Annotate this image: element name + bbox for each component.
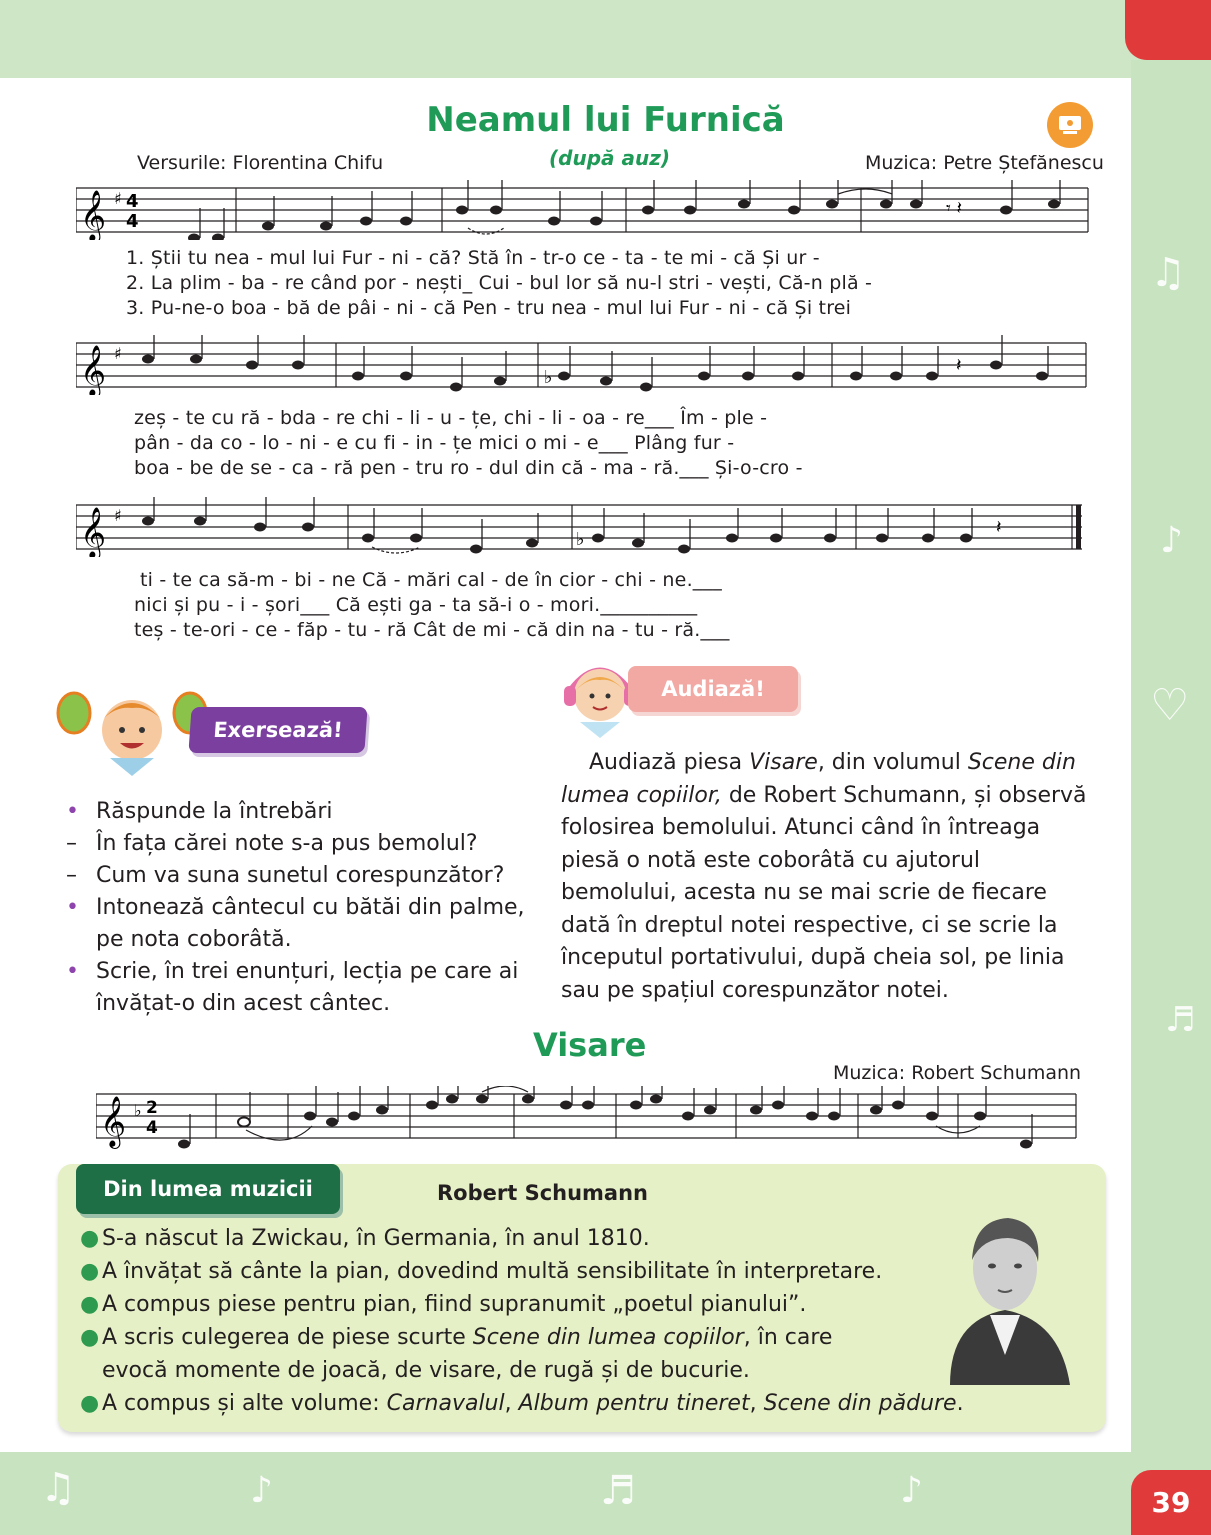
svg-text:𝄽: 𝄽 (956, 355, 962, 376)
music-staff-1 (76, 180, 1092, 240)
music-note-icon: ♪ (900, 1470, 923, 1511)
list-item: ● A scris culegerea de piese scurte Scene din lumea copiilor, în care (80, 1325, 833, 1350)
svg-text:𝄾 𝄽: 𝄾 𝄽 (946, 198, 963, 219)
lyrics-line: 1. Știi tu nea - mul lui Fur - ni - că? Stă în - tr-o ce - ta - te mi - că Și ur - (126, 247, 820, 269)
visare-credit: Muzica: Robert Schumann (833, 1062, 1082, 1084)
song-subtitle: (după auz) (549, 146, 670, 170)
svg-text:4: 4 (126, 211, 139, 232)
music-note-icon: ♪ (250, 1470, 273, 1511)
svg-text:♭: ♭ (134, 1101, 142, 1120)
lyrics-line: 2. La plim - ba - re când por - nești_ Cui - bul lor să nu-l stri - vești, Că-n plă - (126, 272, 873, 294)
list-item: ● A compus piese pentru pian, fiind supranumit „poetul pianului”. (80, 1292, 807, 1317)
song-title: Neamul lui Furnică (426, 100, 785, 140)
list-item: ● A învățat să cânte la pian, dovedind multă sensibilitate în interpretare. (80, 1259, 883, 1284)
child-maracas-illustration (52, 688, 212, 778)
svg-text:𝄞: 𝄞 (80, 507, 107, 557)
schumann-facts-list (80, 1222, 980, 1420)
svg-text:𝄞: 𝄞 (80, 190, 107, 240)
audio-cd-icon[interactable] (1047, 102, 1093, 148)
music-credit: Muzica: Petre Ștefănescu (865, 152, 1104, 174)
svg-text:𝄽: 𝄽 (996, 517, 1002, 538)
list-item: evocă momente de joacă, de visare, de rugă și de bucurie. (102, 1358, 750, 1383)
list-item: pe nota coborâtă. (96, 927, 292, 952)
list-item: • Răspunde la întrebări (66, 799, 333, 824)
lyrics-line: boa - be de se - ca - ră pen - tru ro - dul din că - ma - ră.___ Și-o-cro - (134, 457, 803, 479)
visare-staff (96, 1086, 1080, 1156)
list-item: • Intonează cântecul cu bătăi din palme, (66, 895, 525, 920)
svg-text:𝄞: 𝄞 (100, 1096, 127, 1147)
list-item: – În fața cărei note s-a pus bemolul? (66, 831, 478, 856)
svg-text:4: 4 (126, 191, 139, 212)
audiaza-paragraph: Audiază piesa Visare, din volumul Scene din lumea copiilor, de Robert Schumann, și observă folosirea bemolului. Atunci când în întreaga piesă o notă este coborâtă cu ajutorul bemolului, acesta nu se mai scrie de fiecare dată în dreptul notei respective, ci se scrie la începutul portativului, după cheia sol, pe linia sau pe spațiul corespunzător notei. (561, 750, 1087, 1003)
audiaza-badge: Audiază! (628, 666, 798, 712)
svg-text:2: 2 (146, 1098, 158, 1118)
svg-text:𝄞: 𝄞 (80, 345, 107, 395)
music-note-icon: ♬ (1165, 1000, 1196, 1040)
schumann-portrait (930, 1190, 1080, 1385)
music-staff-3 (76, 497, 1092, 557)
list-item: • Scrie, în trei enunțuri, lecția pe care ai (66, 959, 519, 984)
panel-heading: Robert Schumann (437, 1181, 649, 1205)
exerseaza-badge: Exersează! (188, 707, 367, 753)
lyrics-line: ti - te ca să-m - bi - ne Că - mări cal - de în cior - chi - ne.___ (140, 569, 722, 591)
corner-tab (1125, 0, 1211, 60)
music-note-icon: ♫ (40, 1465, 76, 1511)
svg-text:♯: ♯ (114, 506, 122, 525)
music-note-icon: ♪ (1160, 520, 1183, 561)
lyrics-credit: Versurile: Florentina Chifu (137, 152, 384, 174)
music-staff-2 (76, 335, 1092, 395)
lyrics-line: pân - da co - lo - ni - e cu fi - in - țe mici o mi - e___ Plâng fur - (134, 432, 735, 454)
exercise-list (66, 796, 525, 1020)
list-item: – Cum va suna sunetul corespunzător? (66, 863, 505, 888)
heart-icon: ♡ (1150, 680, 1190, 731)
lyrics-line: 3. Pu-ne-o boa - bă de pâi - ni - că Pen - tru nea - mul lui Fur - ni - că Și trei (126, 297, 852, 319)
music-note-icon: ♬ (600, 1468, 636, 1514)
page-number: 39 (1131, 1470, 1211, 1535)
svg-text:♭: ♭ (576, 529, 585, 550)
list-item: ● A compus și alte volume: Carnavalul, Album pentru tineret, Scene din pădure. (80, 1391, 964, 1416)
lyrics-line: nici și pu - i - șori___ Că ești ga - ta să-i o - mori.__________ (134, 594, 698, 616)
din-lumea-muzicii-tab: Din lumea muzicii (76, 1164, 340, 1214)
list-item: învățat-o din acest cântec. (96, 991, 391, 1016)
lyrics-line: zeș - te cu ră - bda - re chi - li - u - țe, chi - li - oa - re___ Îm - ple - (134, 407, 768, 429)
svg-text:♭: ♭ (544, 367, 553, 388)
music-note-icon: ♫ (1150, 250, 1186, 296)
svg-text:♯: ♯ (114, 344, 122, 363)
visare-title: Visare (533, 1026, 647, 1064)
list-item: ● S-a născut la Zwickau, în Germania, în anul 1810. (80, 1226, 650, 1251)
svg-text:4: 4 (146, 1118, 158, 1138)
top-band (0, 0, 1211, 78)
svg-text:♯: ♯ (114, 189, 122, 208)
lyrics-line: teș - te-ori - ce - făp - tu - ră Cât de mi - că din na - tu - ră.___ (134, 619, 730, 641)
